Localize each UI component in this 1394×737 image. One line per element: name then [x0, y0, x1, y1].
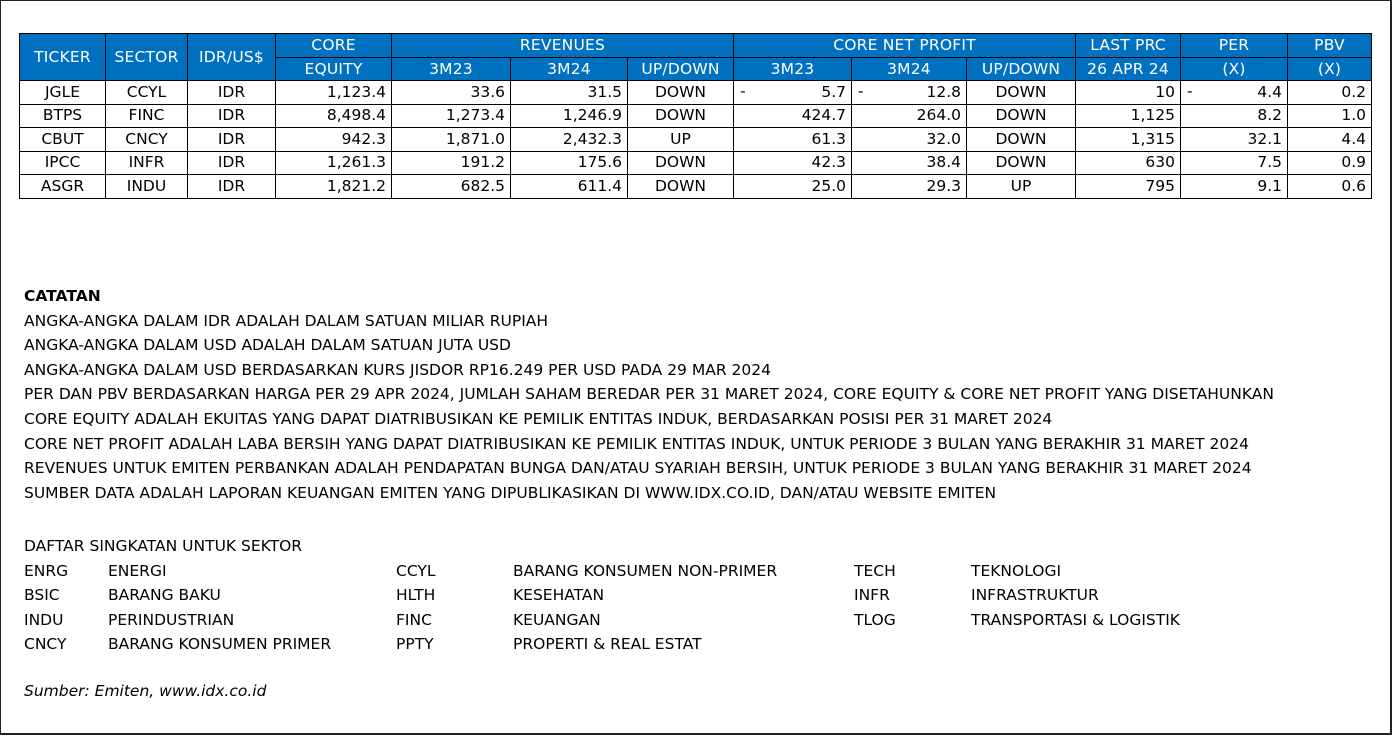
cell-value: 32.1	[1247, 129, 1283, 148]
cell-pbv: 0.6	[1288, 175, 1372, 199]
cell-sector: CCYL	[106, 81, 188, 105]
cell-last-prc: 1,315	[1076, 128, 1181, 152]
sector-code: CCYL	[396, 561, 436, 580]
cell-rev-3m23: 682.5	[392, 175, 511, 199]
header-last-prc: LAST PRC	[1076, 34, 1181, 58]
negative-sign: -	[740, 82, 746, 100]
cell-rev-3m23: 33.6	[392, 81, 511, 105]
cell-rev-3m23: 1,871.0	[392, 128, 511, 152]
cell-core-equity: 1,821.2	[276, 175, 392, 199]
cell-ticker: IPCC	[20, 151, 106, 175]
note-line: SUMBER DATA ADALAH LAPORAN KEUANGAN EMITEN YANG DIPUBLIKASIKAN DI WWW.IDX.CO.ID, DAN/ATAU WEBSITE EMITEN	[24, 483, 997, 502]
cell-sector: FINC	[106, 104, 188, 128]
cell-pbv: 0.9	[1288, 151, 1372, 175]
header-revenues: REVENUES	[392, 34, 734, 58]
cell-value: 12.8	[926, 82, 961, 101]
header-row-1	[20, 34, 1372, 58]
cell-per	[1181, 128, 1288, 152]
header-rev-3m23: 3M23	[392, 58, 511, 81]
header-rev-3m24: 3M24	[511, 58, 628, 81]
header-np-updown: UP/DOWN	[967, 58, 1076, 81]
cell-rev-updown: DOWN	[628, 104, 734, 128]
source-citation: Sumber: Emiten, www.idx.co.id	[24, 682, 267, 700]
cell-np-3m23	[734, 151, 852, 175]
cell-rev-3m24: 2,432.3	[511, 128, 628, 152]
negative-sign: -	[858, 82, 864, 100]
financial-table	[19, 33, 1372, 199]
cell-ticker: ASGR	[20, 175, 106, 199]
cell-currency: IDR	[188, 81, 276, 105]
note-line: ANGKA-ANGKA DALAM IDR ADALAH DALAM SATUAN MILIAR RUPIAH	[24, 311, 549, 330]
table-row	[20, 151, 1372, 175]
header-ticker: TICKER	[20, 34, 106, 81]
sector-code: INDU	[24, 610, 64, 629]
cell-np-3m23	[734, 128, 852, 152]
cell-pbv: 0.2	[1288, 81, 1372, 105]
header-rev-updown: UP/DOWN	[628, 58, 734, 81]
sector-name: BARANG KONSUMEN NON-PRIMER	[513, 561, 778, 580]
sector-code: CNCY	[24, 635, 67, 654]
sector-name: INFRASTRUKTUR	[971, 586, 1099, 605]
cell-np-3m24	[852, 81, 967, 105]
sector-name: PROPERTI & REAL ESTAT	[513, 635, 702, 654]
cell-np-3m23	[734, 81, 852, 105]
cell-rev-updown: DOWN	[628, 151, 734, 175]
table-row	[20, 175, 1372, 199]
sector-abbreviations	[24, 534, 1180, 657]
cell-rev-updown: DOWN	[628, 175, 734, 199]
note-line: REVENUES UNTUK EMITEN PERBANKAN ADALAH PENDAPATAN BUNGA DAN/ATAU SYARIAH BERSIH, UNTUK PERIODE 3 BULAN YANG BERAKHIR 31 MARET 2024	[24, 459, 1252, 478]
cell-last-prc: 1,125	[1076, 104, 1181, 128]
cell-core-equity: 942.3	[276, 128, 392, 152]
cell-value: 32.0	[926, 129, 961, 148]
cell-core-equity: 1,261.3	[276, 151, 392, 175]
sector-name: KEUANGAN	[513, 610, 601, 629]
cell-ticker: BTPS	[20, 104, 106, 128]
cell-sector: INFR	[106, 151, 188, 175]
cell-rev-updown: DOWN	[628, 81, 734, 105]
cell-value: 9.1	[1257, 176, 1283, 195]
sector-name: PERINDUSTRIAN	[108, 610, 235, 629]
cell-value: 4.4	[1257, 82, 1283, 101]
cell-ticker: CBUT	[20, 128, 106, 152]
cell-np-3m24	[852, 128, 967, 152]
sector-code: TECH	[854, 561, 896, 580]
cell-rev-3m24: 1,246.9	[511, 104, 628, 128]
cell-currency: IDR	[188, 128, 276, 152]
cell-np-3m24	[852, 104, 967, 128]
header-np-3m23: 3M23	[734, 58, 852, 81]
cell-last-prc: 630	[1076, 151, 1181, 175]
cell-np-3m24	[852, 175, 967, 199]
header-pbv-unit: (X)	[1288, 58, 1372, 81]
header-currency: IDR/US$	[188, 34, 276, 81]
cell-value: 29.3	[926, 176, 961, 195]
cell-value: 5.7	[821, 82, 846, 101]
cell-rev-3m24: 31.5	[511, 81, 628, 105]
cell-pbv: 4.4	[1288, 128, 1372, 152]
cell-pbv: 1.0	[1288, 104, 1372, 128]
sector-name: ENERGI	[108, 561, 167, 580]
cell-per	[1181, 104, 1288, 128]
cell-value: 25.0	[811, 176, 846, 195]
cell-rev-3m23: 1,273.4	[392, 104, 511, 128]
notes-section	[24, 284, 1274, 505]
sector-code: HLTH	[396, 586, 436, 605]
cell-value: 38.4	[926, 153, 961, 172]
sector-name: BARANG KONSUMEN PRIMER	[108, 635, 332, 654]
note-line: PER DAN PBV BERDASARKAN HARGA PER 29 APR 2024, JUMLAH SAHAM BEREDAR PER 31 MARET 2024, CORE EQUITY & CORE NET PROFIT YANG DISETAHUNKAN	[24, 385, 1274, 404]
table-row	[20, 104, 1372, 128]
cell-np-updown: UP	[967, 175, 1076, 199]
note-line: ANGKA-ANGKA DALAM USD ADALAH DALAM SATUAN JUTA USD	[24, 336, 511, 355]
cell-np-updown: DOWN	[967, 151, 1076, 175]
cell-per	[1181, 175, 1288, 199]
cell-rev-3m23: 191.2	[392, 151, 511, 175]
table-row	[20, 128, 1372, 152]
cell-np-3m24	[852, 151, 967, 175]
sector-code: INFR	[854, 586, 890, 605]
cell-core-equity: 1,123.4	[276, 81, 392, 105]
cell-currency: IDR	[188, 175, 276, 199]
cell-per	[1181, 81, 1288, 105]
note-line: ANGKA-ANGKA DALAM USD BERDASARKAN KURS JISDOR RP16.249 PER USD PADA 29 MAR 2024	[24, 360, 771, 379]
negative-sign: -	[1187, 82, 1193, 100]
cell-np-updown: DOWN	[967, 128, 1076, 152]
abbreviations-title: DAFTAR SINGKATAN UNTUK SEKTOR	[24, 537, 303, 555]
sector-name: TEKNOLOGI	[971, 561, 1062, 580]
cell-np-updown: DOWN	[967, 81, 1076, 105]
cell-last-prc: 795	[1076, 175, 1181, 199]
header-core: CORE	[276, 34, 392, 58]
cell-value: 424.7	[801, 106, 846, 125]
sector-name: BARANG BAKU	[108, 586, 221, 605]
sector-name: KESEHATAN	[513, 586, 605, 605]
cell-value: 42.3	[811, 153, 846, 172]
cell-rev-updown: UP	[628, 128, 734, 152]
header-per-unit: (X)	[1181, 58, 1288, 81]
sector-code: TLOG	[854, 610, 896, 629]
header-np-3m24: 3M24	[852, 58, 967, 81]
notes-title: CATATAN	[24, 287, 101, 305]
cell-per	[1181, 151, 1288, 175]
header-pbv: PBV	[1288, 34, 1372, 58]
cell-np-3m23	[734, 104, 852, 128]
header-per: PER	[1181, 34, 1288, 58]
sector-code: PPTY	[396, 635, 434, 654]
sector-code: ENRG	[24, 561, 69, 580]
cell-value: 8.2	[1257, 106, 1283, 125]
sector-name: TRANSPORTASI & LOGISTIK	[971, 610, 1180, 629]
header-core-net-profit: CORE NET PROFIT	[734, 34, 1076, 58]
cell-currency: IDR	[188, 151, 276, 175]
cell-last-prc: 10	[1076, 81, 1181, 105]
cell-value: 61.3	[811, 129, 846, 148]
cell-np-3m23	[734, 175, 852, 199]
cell-rev-3m24: 175.6	[511, 151, 628, 175]
note-line: CORE EQUITY ADALAH EKUITAS YANG DAPAT DIATRIBUSIKAN KE PEMILIK ENTITAS INDUK, BERDASARKAN POSISI PER 31 MARET 2024	[24, 409, 1053, 428]
sector-code: FINC	[396, 610, 432, 629]
header-sector: SECTOR	[106, 34, 188, 81]
sector-code: BSIC	[24, 586, 60, 605]
cell-rev-3m24: 611.4	[511, 175, 628, 199]
cell-sector: CNCY	[106, 128, 188, 152]
cell-sector: INDU	[106, 175, 188, 199]
header-last-prc-date: 26 APR 24	[1076, 58, 1181, 81]
cell-value: 264.0	[916, 106, 961, 125]
cell-currency: IDR	[188, 104, 276, 128]
cell-core-equity: 8,498.4	[276, 104, 392, 128]
table-row	[20, 81, 1372, 105]
abbreviations-grid	[24, 559, 1180, 657]
cell-value: 7.5	[1257, 153, 1283, 172]
note-line: CORE NET PROFIT ADALAH LABA BERSIH YANG DAPAT DIATRIBUSIKAN KE PEMILIK ENTITAS INDUK, UNTUK PERIODE 3 BULAN YANG BERAKHIR 31 MARET 2024	[24, 434, 1249, 453]
cell-np-updown: DOWN	[967, 104, 1076, 128]
header-equity: EQUITY	[276, 58, 392, 81]
cell-ticker: JGLE	[20, 81, 106, 105]
